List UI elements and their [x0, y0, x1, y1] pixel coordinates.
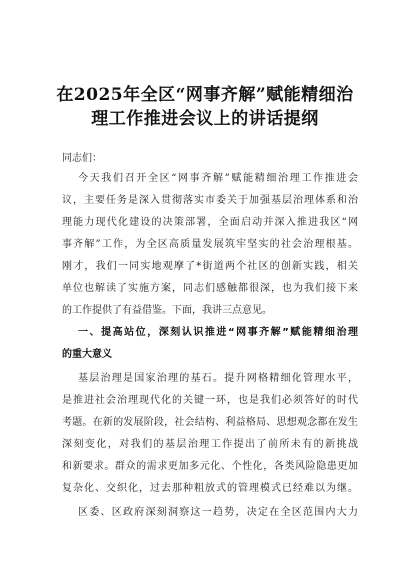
paragraph-line: 和新要求。群众的需求更加多元化、个性化，各类风险隐患更加	[62, 461, 358, 472]
paragraph-line: 议，主要任务是深入贯彻落实市委关于加强基层治理体系和治	[62, 195, 358, 206]
greeting: 同志们：	[62, 153, 102, 164]
document-title-line-1: 在2025年全区“网事齐解”赋能精细治	[56, 85, 354, 105]
section-heading-line-1: 一、提高站位，深刻认识推进“网事齐解”赋能精细治理	[78, 327, 358, 338]
paragraph-line: 区委、区政府深刻洞察这一趋势，决定在全区范围内大力	[78, 507, 358, 518]
paragraph-line: 复杂化、交织化，过去那种粗放式的管理模式已经难以为继。	[62, 483, 358, 494]
paragraph-line: 事齐解”工作，为全区高质量发展筑牢坚实的社会治理根基。	[62, 239, 358, 250]
paragraph-line: 理能力现代化建设的决策部署，全面启动并深入推进我区“网	[62, 217, 358, 228]
paragraph-line: 刚才，我们一同实地观摩了*街道两个社区的创新实践，相关	[62, 261, 358, 272]
paragraph-line: 基层治理是国家治理的基石。提升网格精细化管理水平，	[78, 373, 358, 384]
paragraph-line: 考题。在新的发展阶段，社会结构、利益格局、思想观念都在发生	[62, 417, 358, 428]
paragraph-line: 单位也解读了实施方案，同志们感触都很深，也为我们接下来	[62, 283, 358, 294]
section-heading-line-2: 的重大意义	[62, 349, 112, 360]
document-title-line-2: 理工作推进会议上的讲话提纲	[91, 109, 319, 129]
paragraph-line: 深刻变化，对我们的基层治理工作提出了前所未有的新挑战	[62, 439, 358, 450]
paragraph-line: 的工作提供了有益借鉴。下面，我讲三点意见。	[62, 305, 272, 316]
paragraph-line: 今天我们召开全区“网事齐解”赋能精细治理工作推进会	[78, 173, 358, 184]
paragraph-line: 是推进社会治理现代化的关键一环，也是我们必须答好的时代	[62, 395, 358, 406]
